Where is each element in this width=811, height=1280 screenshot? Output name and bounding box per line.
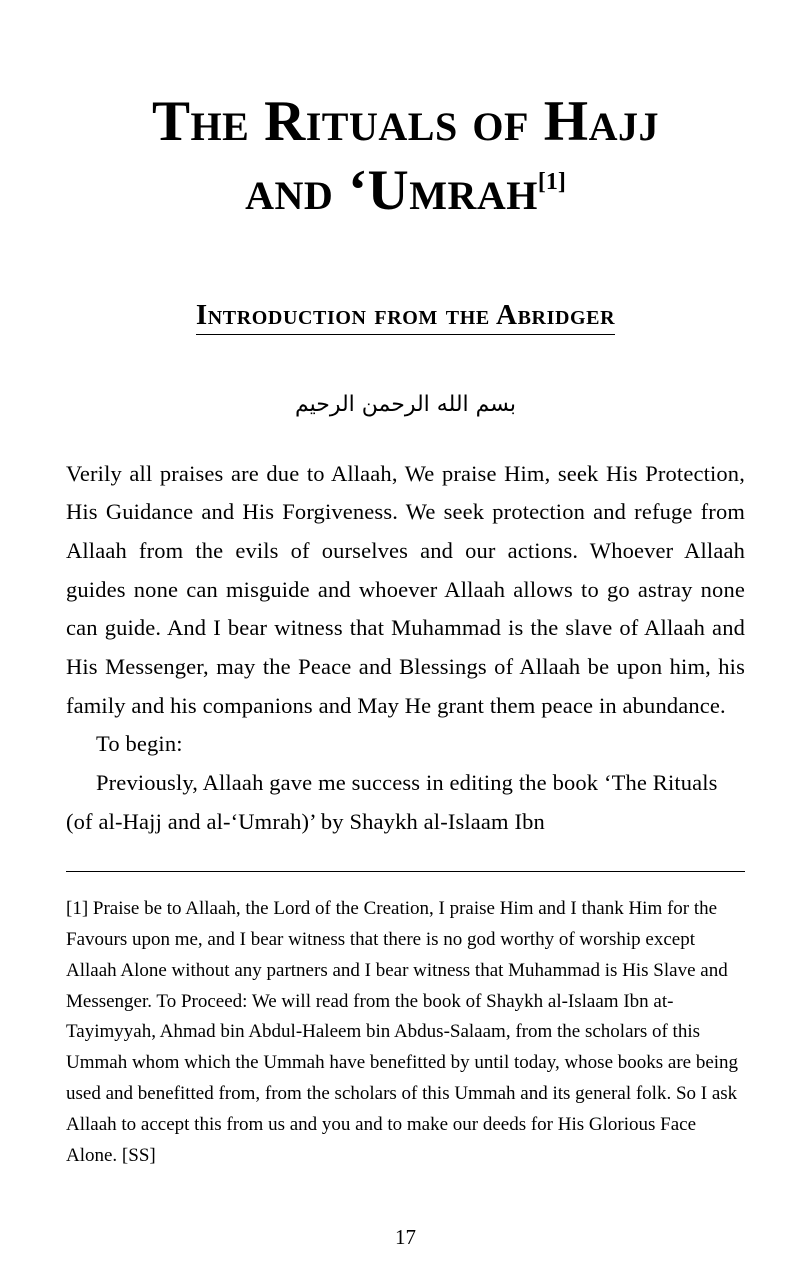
footnote-marker: [1]	[537, 169, 566, 196]
body-paragraph-3: Previously, Allaah gave me success in editing the book ‘The Rituals (of al-Hajj and al-‘Umrah)’ by Shaykh al-Islaam Ibn	[66, 770, 718, 834]
page-number: 17	[395, 1225, 416, 1249]
page-title	[66, 88, 745, 225]
section-heading-text: Introduction from the Abridger	[196, 299, 615, 335]
body-paragraph-2: To begin:	[96, 731, 183, 757]
footnote-block	[66, 894, 745, 1171]
chapter-title-line-2	[66, 157, 745, 224]
chapter-title-line-2-text: and ‘Umrah	[245, 159, 538, 223]
chapter-title-line-1: The Rituals of Hajj	[152, 90, 659, 153]
body-paragraph-1: Verily all praises are due to Allaah, We praise Him, seek His Protection, His Guidance and His Forgiveness. We seek protection and refuge from Allaah from the evils of ourselves and our actions. Whoever Allaah guides none can misguide and whoever Allaah allows to go astray none can guide. And I bear witness that Muhammad is the slave of Allaah and His Messenger, may the Peace and Blessings of Allaah be upon him, his family and his companions and May He grant them peace in abundance.	[66, 460, 745, 718]
section-heading	[66, 299, 745, 338]
footnote-text: [1] Praise be to Allaah, the Lord of the Creation, I praise Him and I thank Him for the Favours upon me, and I bear witness that there is no god worthy of worship except Allaah Alone without any partners and I bear witness that Muhammad is His Slave and Messenger. To Proceed: We will read from the book of Shaykh al-Islaam Ibn at-Tayimyyah, Ahmad bin Abdul-Haleem bin Abdus-Salaam, from the scholars of this Ummah whom which the Ummah have benefitted by until today, whose books are being used and benefitted from, from the scholars of this Ummah and its general folk. So I ask Allaah to accept this from us and you and to make our deeds for His Glorious Face Alone. [SS]	[66, 898, 739, 1166]
body-text	[66, 455, 745, 842]
footnote-divider	[66, 871, 745, 872]
basmala-arabic: بسم الله الرحمن الرحيم	[294, 391, 517, 417]
